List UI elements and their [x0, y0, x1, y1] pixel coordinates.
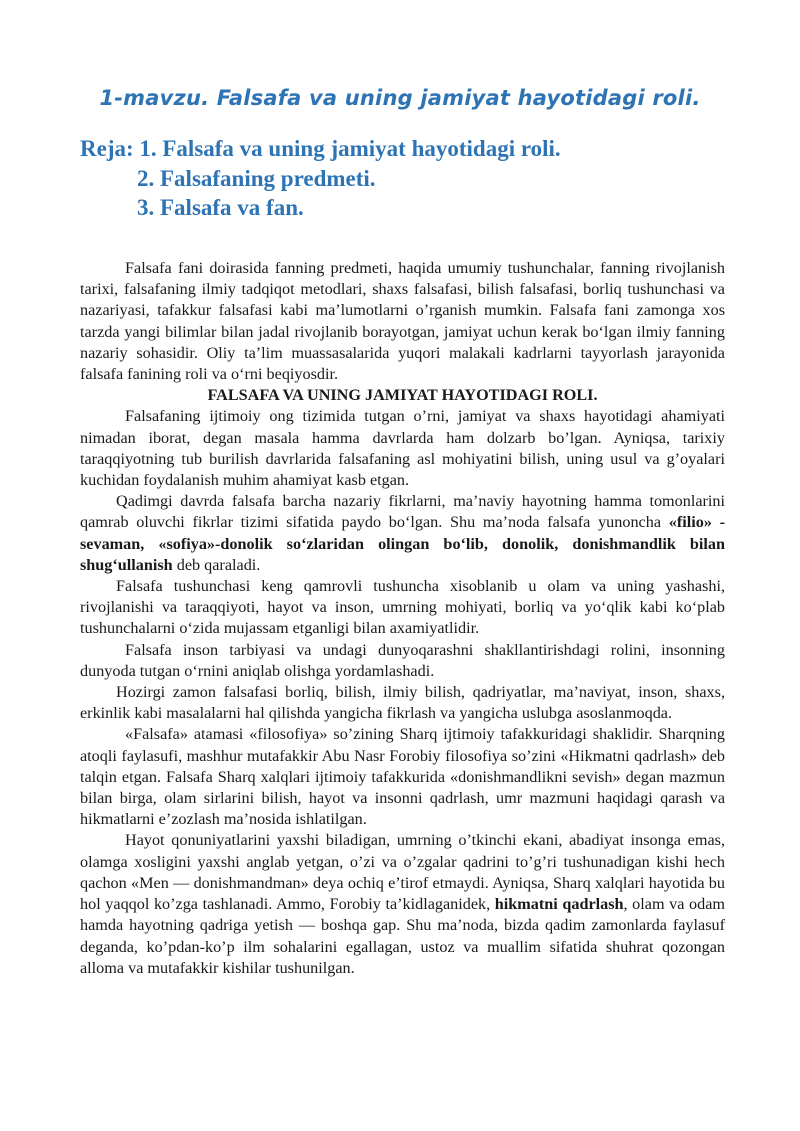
- plan-item-1: Reja: 1. Falsafa va uning jamiyat hayotidagi roli.: [80, 136, 561, 161]
- paragraph-2-text-a: Qadimgi davrda falsafa barcha nazariy fikrlarni, ma’naviy hayotning hamma tomonlarini qamrab oluvchi fikrlar tizimi sifatida paydo bo‘lgan. Shu ma’noda falsafa yunoncha: [80, 492, 725, 532]
- document-body: [80, 258, 725, 979]
- paragraph-7-text-b: , olam va odam hamda hayotning qadriga yetish — boshqa gap. Shu ma’noda, bizda qadim zamonlarda faylasuf deganda, ko’pdan-ko’p ilm sohalarini egallagan, ustoz va muallim sifatida shuhrat qozongan alloma va mutafakkir kishilar tushunilgan.: [80, 895, 725, 977]
- page-title: 1-mavzu. Falsafa va uning jamiyat hayotidagi roli.: [99, 86, 701, 110]
- paragraph-2-bold: «filio» -sevaman, «sofiya»-donolik so‘zlaridan olingan bo‘lib, donolik, donishmandlik bilan shug‘ullanish: [80, 513, 725, 574]
- paragraph-2-text-b: deb qaraladi.: [172, 555, 261, 574]
- paragraph-2: [80, 491, 725, 576]
- paragraph-6: «Falsafa» atamasi «filosofiya» so’zining Sharq ijtimoiy tafakkuridagi shaklidir. Sharqning atoqli faylasufi, mashhur mutafakkir Abu Nasr Forobiy filosofiya so’zini «Hikmatni qadrlash» deb talqin etgan. Falsafa Sharq xalqlari ijtimoiy tafakkurida «donishmandlikni sevish» degan mazmun bilan birga, olam sirlarini bilish, hayot va insonni qadrlash, umr mazmuni haqidagi qarash va hikmatlarni e’zozlash ma’nosida ishlatilgan.: [80, 725, 725, 829]
- plan-item-2: 2. Falsafaning predmeti.: [137, 165, 376, 191]
- section-heading: FALSAFA VA UNING JAMIYAT HAYOTIDAGI ROLI.: [207, 386, 598, 405]
- plan-item-3: 3. Falsafa va fan.: [137, 195, 304, 220]
- paragraph-3: Falsafa tushunchasi keng qamrovli tushuncha xisoblanib u olam va uning yashashi, rivojlanishi va taraqqiyoti, hayot va inson, umrning mohiyati, borliq va yo‘qlik kabi ko‘plab tushunchalarni o‘zida mujassam etganligi bilan axamiyatlidir.: [80, 577, 725, 638]
- lesson-plan: [80, 134, 561, 223]
- paragraph-4: Falsafa inson tarbiyasi va undagi dunyoqarashni shakllantirishdagi rolini, insonning dunyoda tutgan o‘rnini aniqlab olishga yordamlashadi.: [80, 640, 725, 680]
- paragraph-5: Hozirgi zamon falsafasi borliq, bilish, ilmiy bilish, qadriyatlar, ma’naviyat, inson, shaxs, erkinlik kabi masalalarni hal qilishda yangicha fikrlash va yangicha uslubga asoslanmoqda.: [80, 683, 725, 723]
- paragraph-7: [80, 830, 725, 978]
- paragraph-7-bold: hikmatni qadrlash: [494, 895, 624, 914]
- intro-paragraph: Falsafa fani doirasida fanning predmeti, haqida umumiy tushunchalar, fanning rivojlanish tarixi, falsafaning ilmiy tadqiqot metodlari, shaxs falsafasi, bilish falsafasi, borliq tushunchasi va nazariyasi, tafakkur falsafasi kabi ma’lumotlarni o’rganish mumkin. Falsafa fani zamonga xos tarzda yangi bilimlar bilan jadal rivojlanib borayotgan, jamiyat uchun kerak bo‘lgan ilmiy fanning nazariy sohasidir. Oliy ta’lim muassasalarida yuqori malakali kadrlarni tayyorlash jarayonida falsafa fanining roli va o‘rni beqiyosdir.: [80, 259, 725, 384]
- paragraph-7-text-a: Hayot qonuniyatlarini yaxshi biladigan, umrning o’tkinchi ekani, abadiyat insonga emas, olamga xosligini yaxshi anglab yetgan, o’zi va o’zgalar qadrini to’g’ri tushunadigan kishi hech qachon «Men — donishmandman» deya ochiq e’tirof etmaydi. Ayniqsa, Sharq xalqlari hayotida bu hol yaqqol ko’zga tashlanadi. Ammo, Forobiy ta’kidlaganidek,: [80, 831, 725, 914]
- paragraph-1: Falsafaning ijtimoiy ong tizimida tutgan o’rni, jamiyat va shaxs hayotidagi ahamiyati nimadan iborat, degan masala hamma davrlarda ham dolzarb bo’lgan. Ayniqsa, tarixiy taraqqiyotning tub burilish davrlarida falsafaning asl mohiyatini bilish, uning usul va g’oyalari kuchidan foydalanish muhim ahamiyat kasb etgan.: [80, 407, 725, 490]
